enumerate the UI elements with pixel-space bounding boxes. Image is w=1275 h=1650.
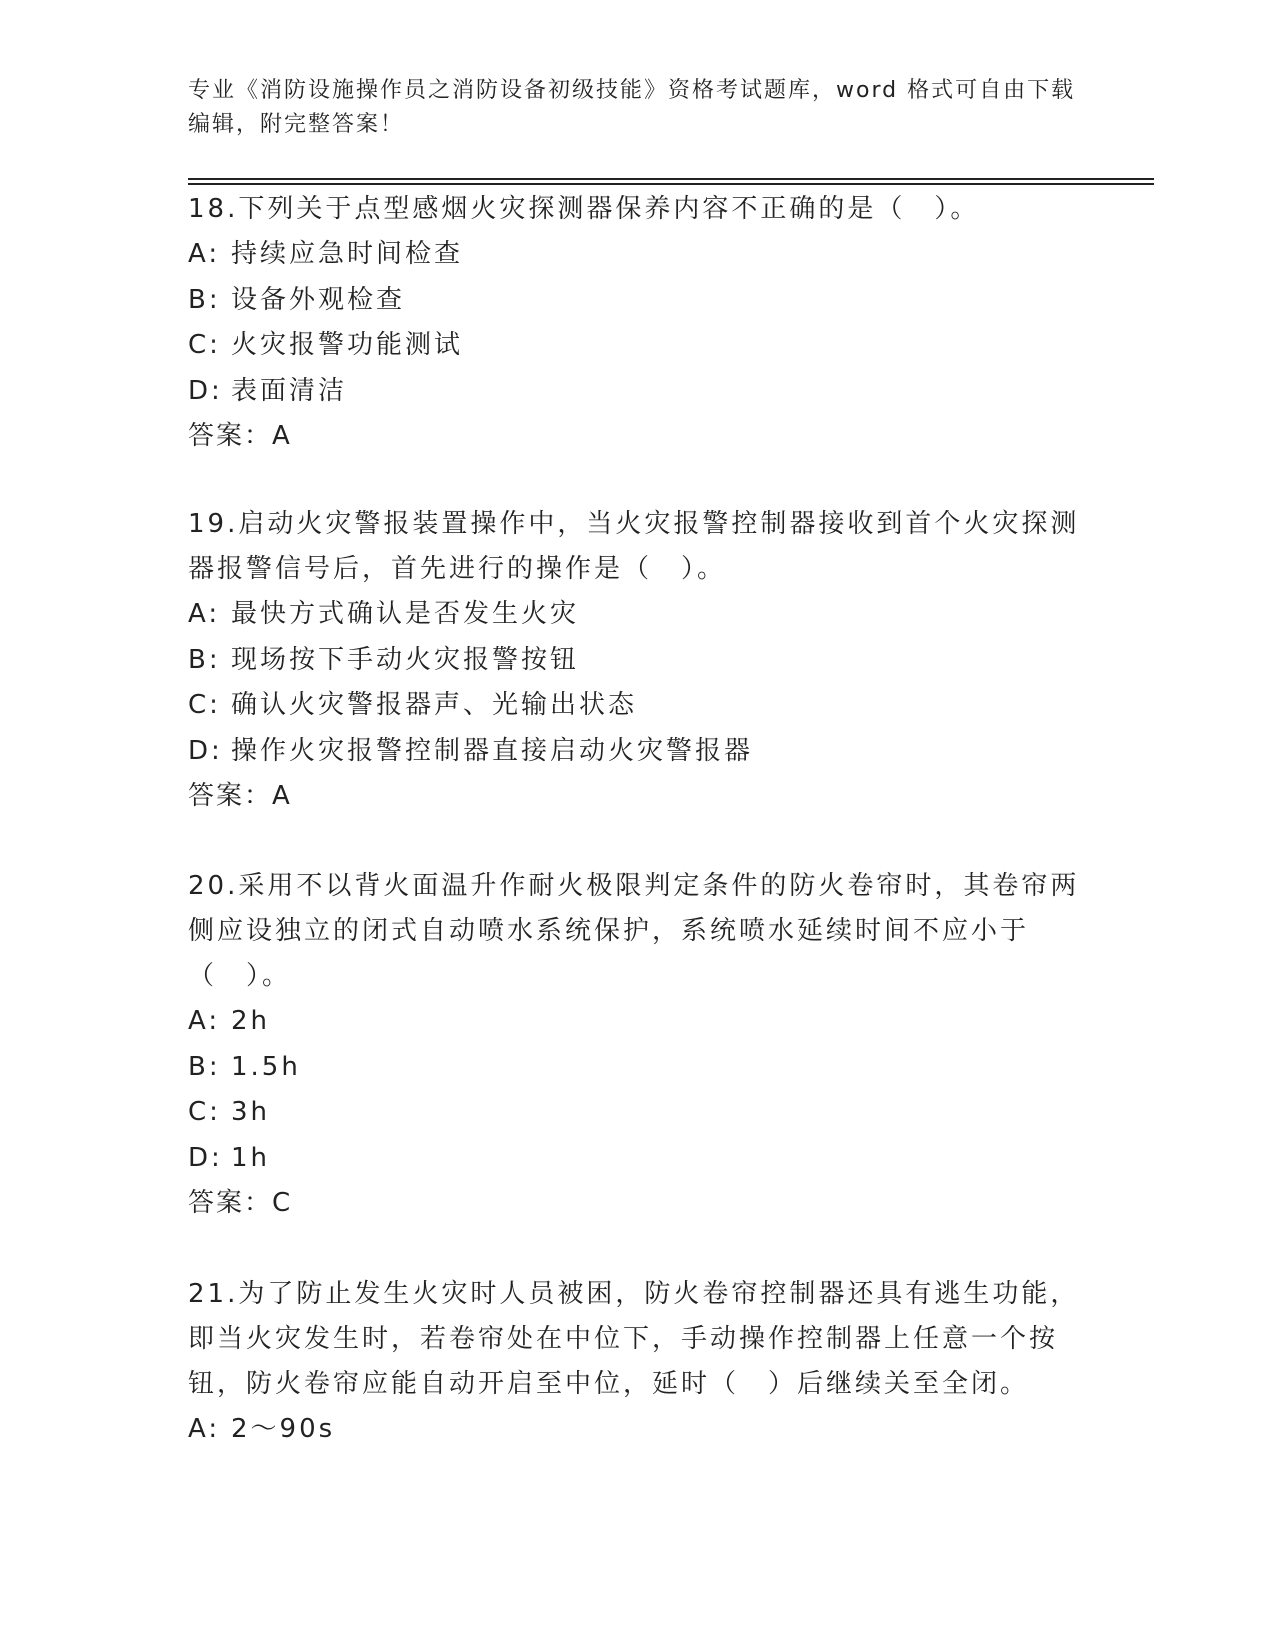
option-d — [188, 369, 1088, 415]
answer-line: 答案：C — [188, 1188, 293, 1218]
option-d — [188, 729, 1088, 775]
option-text: 设备外观检查 — [231, 284, 406, 315]
option-b — [188, 278, 1088, 324]
question-stem: 21.为了防止发生火灾时人员被困，防火卷帘控制器还具有逃生功能，即当火灾发生时，若卷帘处在中位下，手动操作控制器上任意一个按钮，防火卷帘应能自动开启至中位，延时（ ）后继续关至全闭。 — [188, 1279, 1080, 1399]
option-text: 1.5h — [231, 1051, 301, 1082]
option-letter: C: — [188, 690, 221, 720]
question-21 — [188, 1272, 1088, 1453]
option-c — [188, 1090, 1088, 1136]
question-19 — [188, 502, 1088, 820]
option-a — [188, 1407, 1088, 1453]
option-c — [188, 683, 1088, 729]
option-letter: A: — [188, 239, 221, 269]
option-text: 2～90s — [231, 1414, 336, 1444]
option-b — [188, 1045, 1088, 1091]
option-a — [188, 999, 1088, 1045]
option-text: 现场按下手动火灾报警按钮 — [231, 644, 580, 675]
option-letter: A: — [188, 1006, 221, 1036]
question-stem: 20.采用不以背火面温升作耐火极限判定条件的防火卷帘时，其卷帘两侧应设独立的闭式自动喷水系统保护，系统喷水延续时间不应小于（ ）。 — [188, 871, 1080, 991]
option-letter: D: — [188, 1142, 223, 1173]
question-stem: 19.启动火灾警报装置操作中，当火灾报警控制器接收到首个火灾探测器报警信号后，首先进行的操作是（ ）。 — [188, 509, 1080, 584]
option-letter: A: — [188, 1414, 221, 1444]
option-text: 火灾报警功能测试 — [231, 330, 464, 360]
option-letter: D: — [188, 375, 223, 406]
option-text: 3h — [231, 1097, 271, 1127]
option-letter: B: — [188, 284, 221, 315]
option-letter: D: — [188, 735, 223, 766]
answer-line: 答案：A — [188, 781, 292, 811]
option-d — [188, 1136, 1088, 1182]
option-letter: A: — [188, 599, 221, 629]
option-text: 确认火灾警报器声、光输出状态 — [231, 690, 638, 720]
option-letter: B: — [188, 644, 221, 675]
option-letter: C: — [188, 330, 221, 360]
option-text: 最快方式确认是否发生火灾 — [231, 599, 580, 629]
option-letter: C: — [188, 1097, 221, 1127]
answer-line: 答案：A — [188, 421, 292, 451]
header-divider-bottom — [188, 183, 1154, 185]
option-c — [188, 323, 1088, 369]
option-text: 表面清洁 — [231, 375, 348, 406]
option-a — [188, 592, 1088, 638]
option-text: 操作火灾报警控制器直接启动火灾警报器 — [231, 735, 754, 766]
option-text: 持续应急时间检查 — [231, 239, 464, 269]
question-stem: 18.下列关于点型感烟火灾探测器保养内容不正确的是（ ）。 — [188, 194, 980, 224]
option-text: 2h — [231, 1006, 271, 1036]
question-18 — [188, 187, 1088, 460]
question-20 — [188, 864, 1088, 1227]
option-text: 1h — [231, 1142, 271, 1173]
option-b — [188, 638, 1088, 684]
option-a — [188, 232, 1088, 278]
document-header: 专业《消防设施操作员之消防设备初级技能》资格考试题库，word 格式可自由下载编辑，附完整答案！ — [188, 78, 1076, 137]
option-letter: B: — [188, 1051, 221, 1082]
header-divider-top — [188, 178, 1154, 180]
